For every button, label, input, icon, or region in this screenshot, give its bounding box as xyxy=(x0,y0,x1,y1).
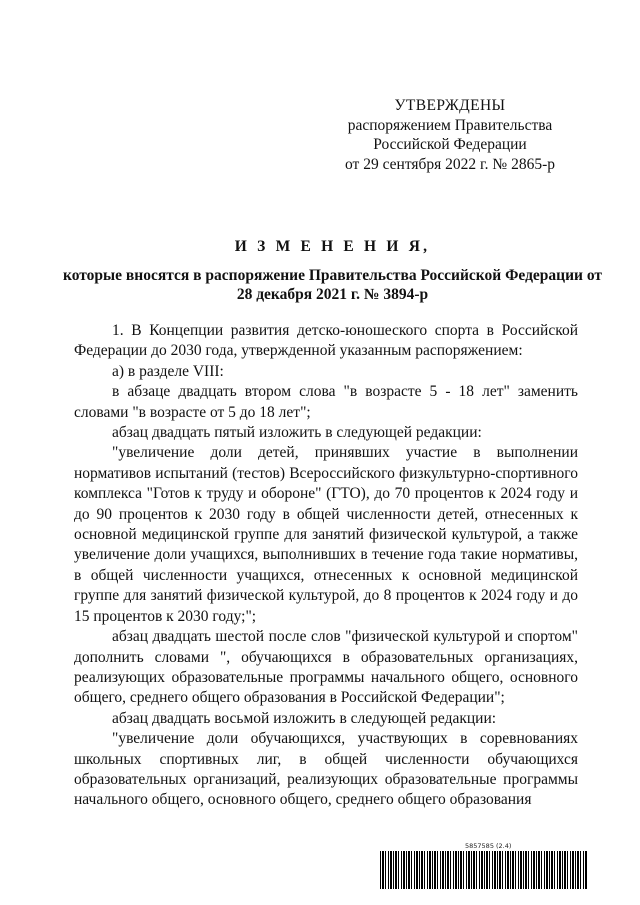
approval-block xyxy=(320,96,580,174)
approval-stamp: УТВЕРЖДЕНЫ xyxy=(394,97,506,114)
paragraph-6: абзац двадцать шестой после слов "физической культурой и спортом" дополнить словами ", обучающихся в образовательных организациях, реализующих образовательные программы начального общего, основного общего, среднего общего образования в Российской Федерации"; xyxy=(74,628,578,707)
approval-line-2: Российской Федерации xyxy=(373,136,527,153)
document-body xyxy=(74,321,578,811)
paragraph-2: а) в разделе VIII: xyxy=(112,362,224,380)
approval-line-3: от 29 сентября 2022 г. № 2865-р xyxy=(345,155,555,173)
document-subtitle: которые вносятся в распоряжение Правительства Российской Федерации от 28 декабря 2021 г. № 3894-р xyxy=(62,267,602,303)
paragraph-8: "увеличение доли обучающихся, участвующих в соревнованиях школьных спортивных лиг, в общей численности обучающихся образовательных организаций, реализующих образовательные программы начального общего, основного общего, среднего общего образования xyxy=(74,730,578,809)
paragraph-4: абзац двадцать пятый изложить в следующей редакции: xyxy=(112,424,482,442)
paragraph-7: абзац двадцать восьмой изложить в следующей редакции: xyxy=(112,709,497,727)
barcode-block xyxy=(380,842,588,898)
paragraph-1: 1. В Концепции развития детско-юношеского спорта в Российской Федерации до 2030 года, утвержденной указанным распоряжением: xyxy=(74,322,578,360)
approval-line-1: распоряжением Правительства xyxy=(347,116,553,134)
barcode-icon xyxy=(380,851,588,889)
paragraph-5: "увеличение доли детей, принявших участие в выполнении нормативов испытаний (тестов) Всероссийского физкультурно-спортивного комплекса "Готов к труду и обороне" (ГТО), до 70 процентов к 2024 году и до 90 процентов к 2030 году в общей численности детей, отнесенных к основной медицинской группе для занятий физической культурой, а также увеличение доли учащихся, выполнивших в течение года такие нормативы, в общей численности учащихся, отнесенных к основной медицинской группе для занятий физической культурой, до 8 процентов к 2024 году и до 15 процентов к 2030 году;"; xyxy=(74,444,578,625)
barcode-number: 5857585 (2.4) xyxy=(465,842,512,850)
paragraph-3: в абзаце двадцать втором слова "в возрасте 5 - 18 лет" заменить словами "в возрасте от 5 до 18 лет"; xyxy=(74,383,578,421)
document-title: И З М Е Н Е Н И Я, xyxy=(234,238,431,255)
